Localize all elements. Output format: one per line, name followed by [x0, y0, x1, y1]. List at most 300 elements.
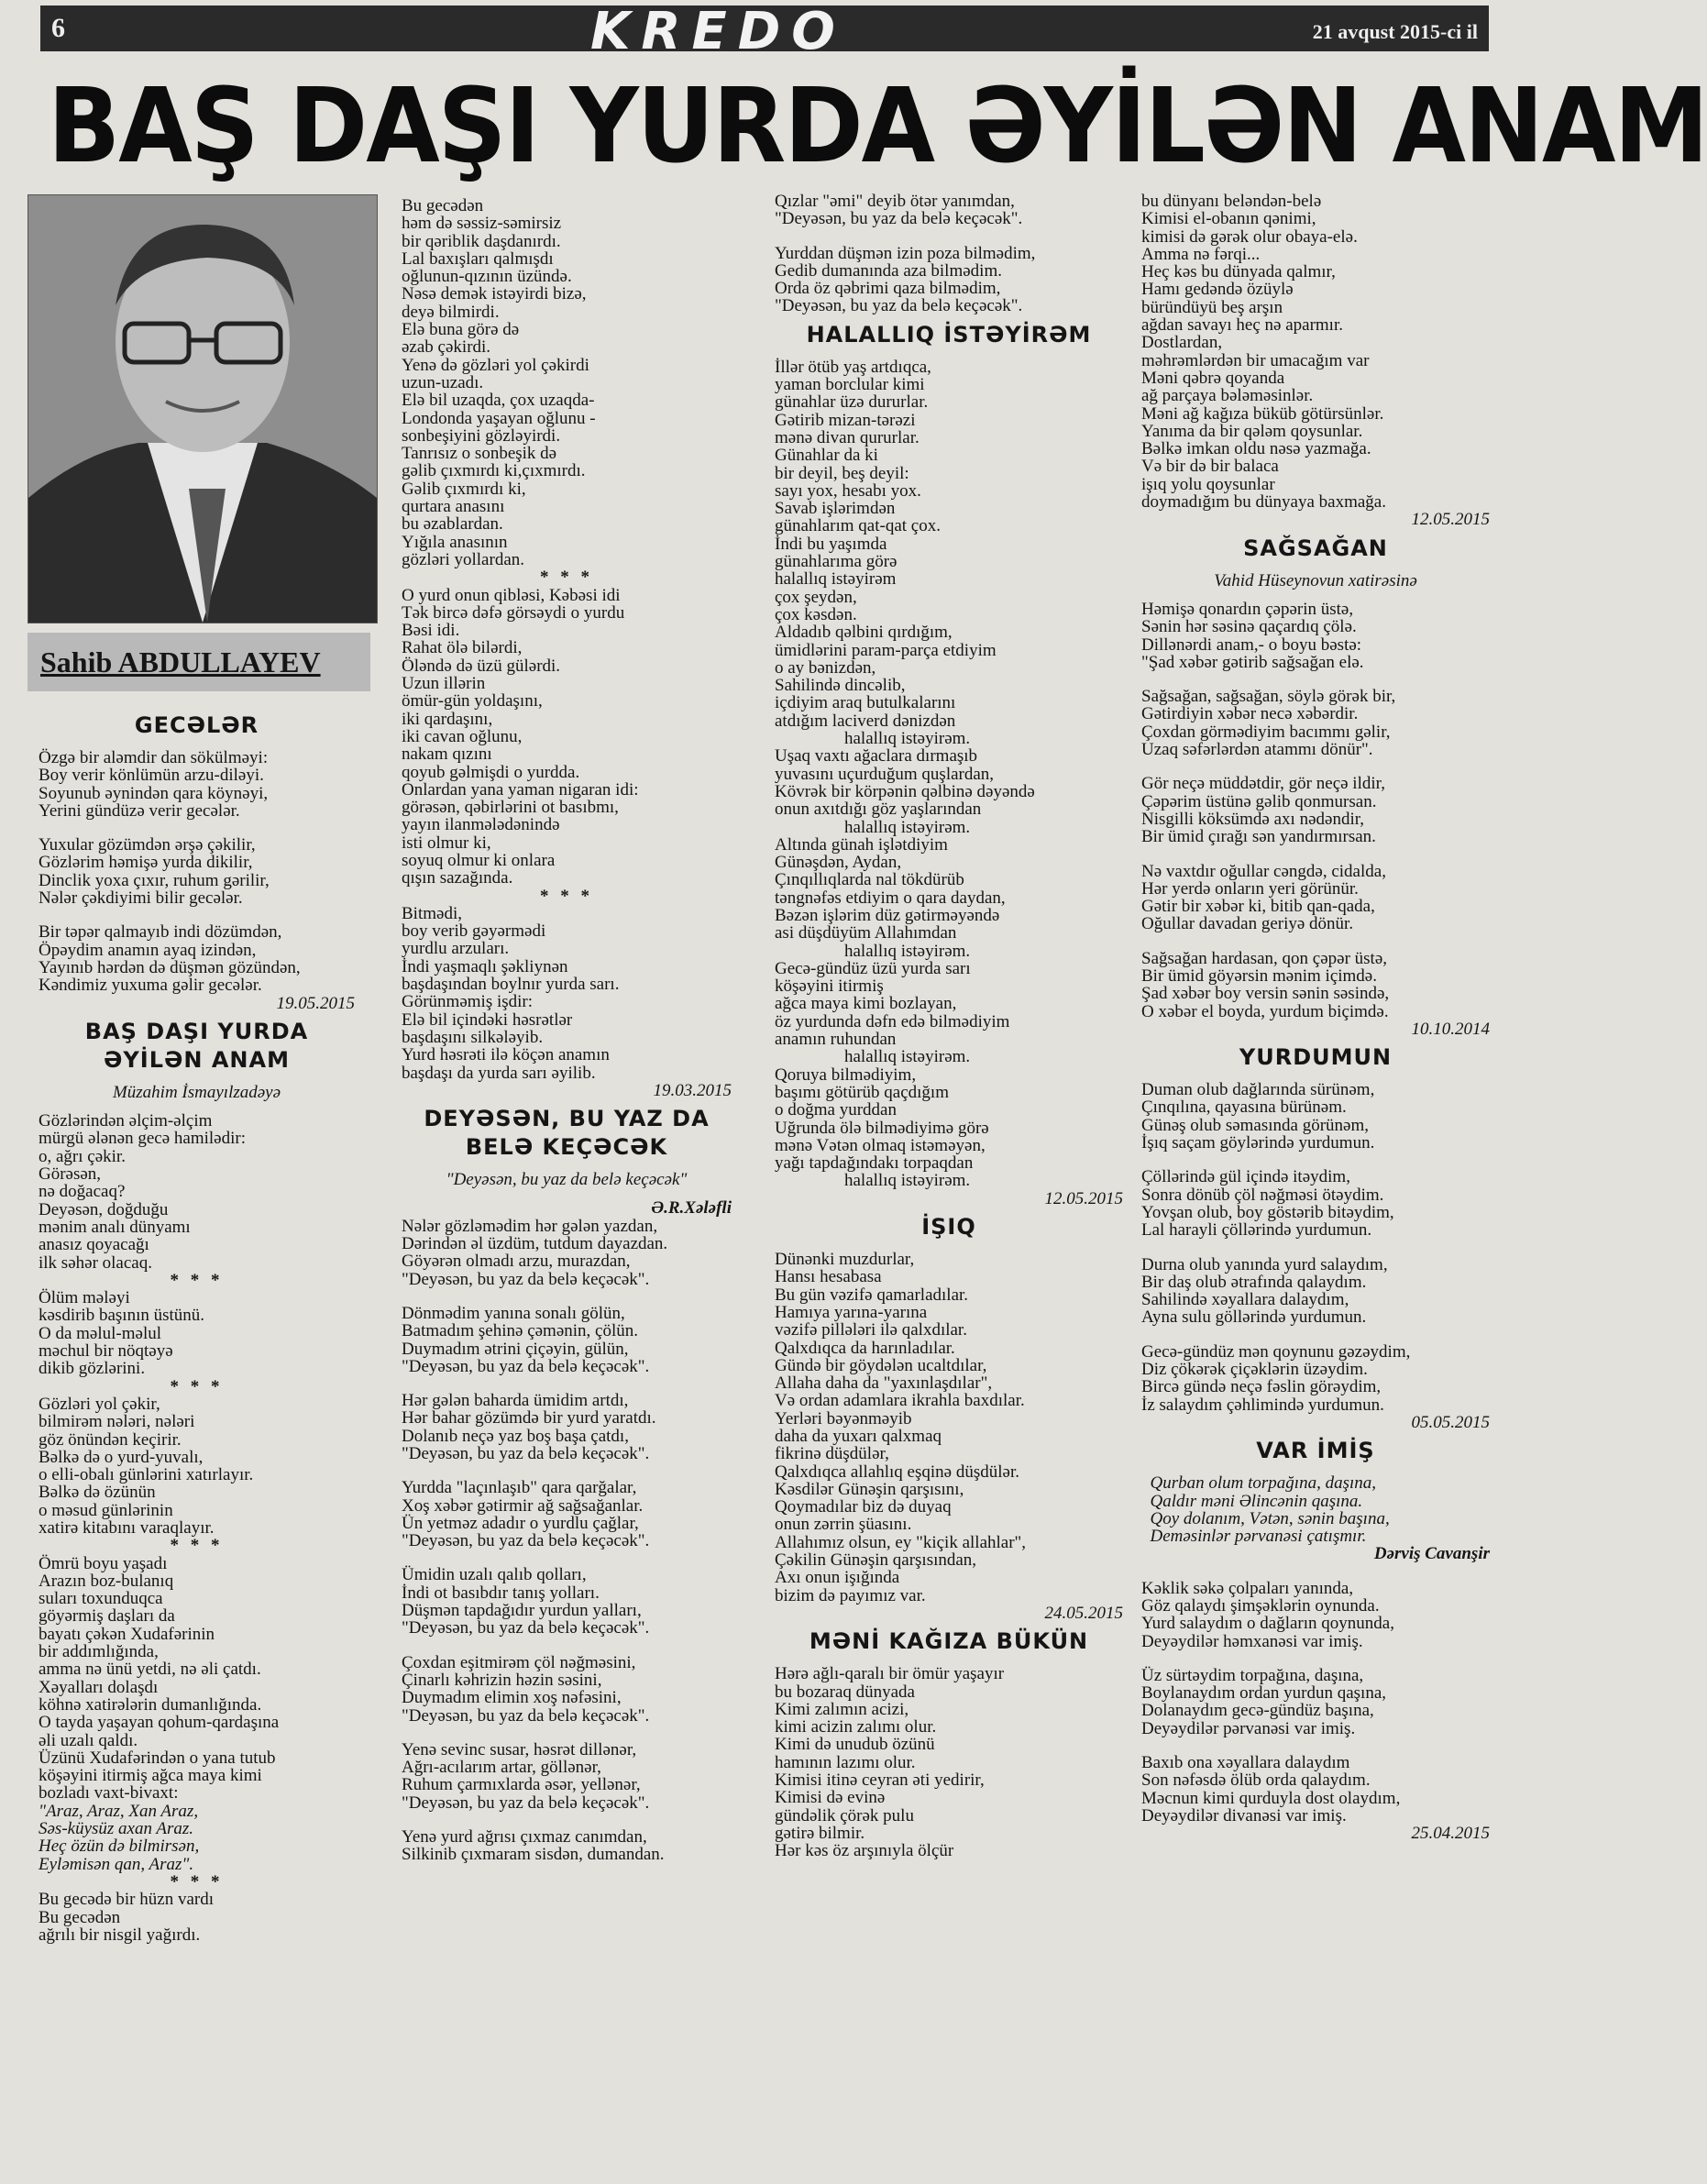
- poem-line: İndi yaşmaqlı şəkliynən: [402, 956, 568, 976]
- poem-line: ağca maya kimi bozlayan,: [775, 994, 957, 1014]
- poem-title: HALALLIQ İSTƏYİRƏM: [806, 321, 1092, 347]
- poem-line: Gündə bir göydələn ucaltdılar,: [775, 1355, 987, 1375]
- poem-line: Tanrısız o sonbeşik də: [402, 444, 557, 464]
- poem-line: günahlarım qat-qat çox.: [775, 516, 941, 536]
- poem-line: bir deyil, beş deyil:: [775, 463, 909, 483]
- poem-line: günahlarıma görə: [775, 552, 898, 572]
- poem-line: Bir ümid göyərsin mənim içimdə.: [1141, 965, 1377, 986]
- column-4: [1141, 193, 1490, 1843]
- poem-line: göyərmiş daşları da: [39, 1606, 175, 1627]
- poem-line: Çəkilin Günəşin qarşısından,: [775, 1550, 977, 1571]
- poem-line: bir qəriblik daşdanırdı.: [402, 231, 561, 251]
- poem-line: Görünməmiş işdir:: [402, 992, 534, 1012]
- poem-line: Çoxdan görmədiyim bacımmı gəlir,: [1141, 722, 1391, 742]
- poem-line: o doğma yurddan: [775, 1100, 897, 1120]
- poem-date: 12.05.2015: [1411, 510, 1490, 530]
- poem-line: Bir ümid çırağı sən yandırmırsan.: [1141, 827, 1376, 847]
- poem-line: əli uzalı qaldı.: [39, 1730, 138, 1750]
- poem-line: Bəsi idi.: [402, 621, 460, 641]
- poem-line: Kəsdilər Günəşin qarşısını,: [775, 1479, 964, 1499]
- poem-line: qışın sazağında.: [402, 868, 513, 888]
- poem-line: Aldadıb qəlbini qırdığım,: [775, 623, 953, 643]
- poem-line: "Deyəsən, bu yaz da belə keçəcək".: [775, 296, 1023, 316]
- poem-line: Elə bil uzaqda, çox uzaqda-: [402, 391, 595, 411]
- poem-line: İndi bu yaşımda: [775, 534, 887, 554]
- poem-line: ağdan savayı heç nə aparmır.: [1141, 315, 1343, 336]
- poem-line: mənə divan qururlar.: [775, 427, 920, 447]
- poem-line: büründüyü beş arşın: [1141, 297, 1283, 317]
- poem-line: Nə vaxtdır oğullar cəngdə, cidalda,: [1141, 861, 1386, 881]
- poem-line: Gözləri yol çəkir,: [39, 1394, 160, 1414]
- poem-line: Gözlərim həmişə yurda dikilir,: [39, 853, 253, 873]
- poem-line: əzab çəkirdi.: [402, 337, 491, 358]
- poem-line: Elə buna görə də: [402, 320, 520, 340]
- poem-line: Bu gecədən: [39, 1907, 121, 1927]
- poem-line: Şad xəbər boy versin sənin səsində,: [1141, 984, 1390, 1004]
- poem-line: halallıq istəyirəm.: [775, 817, 971, 837]
- poem-line: Dolanaydım gecə-gündüz başına,: [1141, 1701, 1374, 1721]
- poem-line: halallıq istəyirəm.: [775, 729, 971, 749]
- poem-line: Yayınıb hərdən də düşmən gözündən,: [39, 957, 301, 977]
- author-caption: [28, 633, 370, 691]
- poem-line: iki cavan oğlunu,: [402, 726, 523, 746]
- page-number: 6: [51, 13, 65, 43]
- poem-line: Heç kəs bu dünyada qalmır,: [1141, 262, 1336, 282]
- stanza-gap: [402, 1288, 732, 1305]
- poem-line: doymadığım bu dünyaya baxmağa.: [1141, 492, 1386, 513]
- poem-line: Çoxdan eşitmirəm çöl nəğməsini,: [402, 1652, 636, 1672]
- poem-dedication: "Deyəsən, bu yaz da belə keçəcək": [446, 1170, 688, 1190]
- poem-line: Duymadım elimin xoş nəfəsini,: [402, 1688, 622, 1708]
- poem-line: iki qardaşını,: [402, 709, 493, 729]
- poem-line: Xoş xəbər gətirmir ağ sağsağanlar.: [402, 1495, 644, 1516]
- poem-line: Öpəydim anamın ayaq izindən,: [39, 940, 257, 960]
- poem-line: Hansı hesabasa: [775, 1267, 882, 1287]
- poem-line: anasız qoyacağı: [39, 1235, 149, 1255]
- page-headline: BAŞ DAŞI YURDA ƏYİLƏN ANAM: [48, 65, 1707, 186]
- poem-line: o ay bənizdən,: [775, 657, 876, 678]
- poem-line: Boy verir könlümün arzu-diləyi.: [39, 766, 264, 786]
- poem-date: 25.04.2015: [1411, 1824, 1490, 1844]
- poem-line: başdaşından boylnır yurda sarı.: [402, 975, 620, 995]
- poem-line: daha da yuxarı qalxmaq: [775, 1427, 942, 1446]
- poem-line: Deyəydilər həmxanəsi var imiş.: [1141, 1631, 1363, 1651]
- poem-line: Silkinib çıxmaram sisdən, dumandan.: [402, 1845, 665, 1865]
- poem-line-italic: Eyləmisən qan, Araz".: [39, 1854, 194, 1874]
- poem-line: Göyərən olmadı arzu, murazdan,: [402, 1252, 631, 1272]
- poem-line-italic: Səs-küysüz axan Araz.: [39, 1819, 194, 1839]
- poem-line: Yığıla anasının: [402, 532, 508, 552]
- poem-line: O da məlul-məlul: [39, 1323, 162, 1343]
- poem-line: Nələr gözləmədim hər gələn yazdan,: [402, 1216, 658, 1236]
- poem-line: Və bir də bir balaca: [1141, 457, 1279, 477]
- poem-line: xatirə kitabını varaqlayır.: [39, 1517, 215, 1538]
- poem-line: bayatı çəkən Xudafərinin: [39, 1624, 215, 1644]
- poem-line: Özgə bir aləmdir dan sökülməyi:: [39, 748, 269, 767]
- poem-line: Rahat ölə bilərdi,: [402, 638, 523, 658]
- poem-line: Günəş olub səmasında görünəm,: [1141, 1115, 1370, 1135]
- poem-line: Xəyalları dolaşdı: [39, 1677, 159, 1697]
- poem-line: Və ordan adamlara ikrahla baxdılar.: [775, 1391, 1025, 1411]
- poem-line: Dünənki muzdurlar,: [775, 1250, 915, 1270]
- poem-line: asi düşdüyüm Allahımdan: [775, 923, 957, 943]
- stanza-gap: [402, 1812, 732, 1828]
- poem-line: yaman borclular kimi: [775, 375, 925, 395]
- stanza-separator: * * *: [540, 568, 593, 588]
- poem-title: DEYƏSƏN, BU YAZ DA BELƏ KEÇƏCƏK: [424, 1106, 710, 1161]
- poem-title: SAĞSAĞAN: [1243, 535, 1388, 561]
- poem-line: Uzun illərin: [402, 674, 486, 694]
- poem-line: Yanıma da bir qələm qoysunlar.: [1141, 421, 1363, 441]
- poem-line: Nəsə demək istəyirdi bizə,: [402, 284, 587, 304]
- poem-line: Bu gecədən: [402, 196, 484, 215]
- poem-title: VAR İMİŞ: [1256, 1438, 1375, 1464]
- poem-date: 10.10.2014: [1411, 1019, 1490, 1039]
- poem-line: Ümidin uzalı qalıb qolları,: [402, 1565, 587, 1585]
- poem-line: Çınqıllıqlarda nal tökdürüb: [775, 870, 964, 890]
- poem-line: "Deyəsən, bu yaz da belə keçəcək".: [402, 1618, 650, 1638]
- poem-line: atdığım laciverd dənizdən: [775, 711, 956, 731]
- stanza-gap: [1141, 1737, 1490, 1754]
- poem-line: Kimisi el-obanın qənimi,: [1141, 209, 1316, 229]
- poem-line: Yurd salaydım o dağların qoynunda,: [1141, 1614, 1394, 1634]
- poem-line: Bircə gündə neçə fəslin görəydim,: [1141, 1377, 1382, 1397]
- poem-line: "Deyəsən, bu yaz da belə keçəcək".: [402, 1444, 650, 1463]
- poem-line: uzun-uzadı.: [402, 372, 484, 392]
- poem-line: həm də səssiz-səmirsiz: [402, 214, 562, 234]
- column-3: [775, 193, 1123, 1860]
- poem-line: o məsud günlərinin: [39, 1500, 173, 1520]
- poem-line: Görəsən,: [39, 1164, 102, 1185]
- poem-line: çox şeydən,: [775, 587, 857, 607]
- poem-line: Hər kəs öz arşınıyla ölçür: [775, 1841, 954, 1861]
- poem-line: Yuxular gözümdən ərşə çəkilir,: [39, 835, 256, 855]
- poem-line: halallıq istəyirəm.: [775, 941, 971, 961]
- poem-line: Yurdda "laçınlaşıb" qara qarğalar,: [402, 1478, 637, 1498]
- poem-line: Qoymadılar biz də duyaq: [775, 1497, 952, 1517]
- poem-line: Bu gecədə bir hüzn vardı: [39, 1890, 214, 1910]
- poem-line: Lal baxışları qalmışdı: [402, 248, 554, 269]
- poem-line: Ün yetməz adadır o yurdlu çağlar,: [402, 1513, 639, 1533]
- poem-line: fikrinə düşdülər,: [775, 1444, 889, 1464]
- poem-line-italic: Qoy dolanım, Vətən, sənin başına,: [1141, 1508, 1390, 1528]
- newspaper-logo: KREDO: [590, 2, 846, 61]
- poem-line: Məni qəbrə qoyanda: [1141, 368, 1285, 388]
- poem-line: mənə Vətən olmaq istəməyən,: [775, 1135, 986, 1155]
- poem-line: Yerləri bəyənməyib: [775, 1408, 912, 1428]
- stanza-gap: [1141, 1152, 1490, 1168]
- poem-line: "Deyəsən, bu yaz da belə keçəcək".: [402, 1792, 650, 1813]
- poem-line: kimi acizin zalımı olur.: [775, 1717, 937, 1737]
- poem-line: Gör neçə müddətdir, gör neçə ildir,: [1141, 774, 1385, 794]
- poem-line: göz önündən keçirir.: [39, 1429, 182, 1450]
- poem-line: Axı onun işığında: [775, 1568, 900, 1588]
- poem-line: Bir daş olub ətrafında qalaydım.: [1141, 1272, 1367, 1292]
- poem-line: dikib gözlərini.: [39, 1359, 146, 1379]
- stanza-gap: [1141, 933, 1490, 950]
- poem-line: isti olmur ki,: [402, 833, 491, 853]
- stanza-separator: * * *: [540, 886, 593, 906]
- stanza-gap: [402, 1638, 732, 1654]
- poem-line: suları toxunduqca: [39, 1589, 163, 1609]
- poem-line: Düşmən tapdağıdır yurdun yalları,: [402, 1601, 642, 1621]
- poem-line: Duymadım ətrini çiçəyin, gülün,: [402, 1339, 629, 1359]
- poem-line: ağ parçaya bələməsinlər.: [1141, 386, 1314, 406]
- poem-line: "Deyəsən, bu yaz da belə keçəcək".: [775, 209, 1023, 229]
- stanza-gap: [1141, 1240, 1490, 1256]
- poem-dedication: Müzahim İsmayılzadəyə: [112, 1082, 281, 1102]
- poem-line: Yerini gündüzə verir gecələr.: [39, 800, 240, 821]
- poem-line: Deyəydilər divanəsi var imiş.: [1141, 1805, 1347, 1826]
- poem-line: ilk səhər olacaq.: [39, 1252, 152, 1273]
- poem-line: Bu gün vəzifə qamarladılar.: [775, 1285, 969, 1305]
- poem-line: bir addımlığında,: [39, 1642, 159, 1662]
- poem-line: Hamıya yarına-yarına: [775, 1302, 928, 1322]
- poem-line: İz salaydım çəhlimində yurdumun.: [1141, 1395, 1384, 1415]
- poem-line: Gəlib çıxmırdı ki,: [402, 479, 526, 499]
- poem-line: gətirə bilmir.: [775, 1823, 865, 1843]
- poem-line: Gətirib mizan-tərəzi: [775, 410, 916, 430]
- poem-line: Qoruya bilmədiyim,: [775, 1064, 917, 1085]
- poem-line: Hər bahar gözümdə bir yurd yaratdı.: [402, 1408, 656, 1428]
- poem-line: başdaşı da yurda sarı əyilib.: [402, 1063, 596, 1083]
- stanza-gap: [39, 907, 355, 923]
- poem-line: halallıq istəyirəm: [775, 569, 897, 590]
- poem-line: Bəlkə imkan oldu nəsə yazmağa.: [1141, 439, 1371, 459]
- poem-line: məchul bir nöqtəyə: [39, 1341, 173, 1362]
- poem-line: başdaşını silkələyib.: [402, 1027, 544, 1047]
- stanza-gap: [1141, 671, 1490, 688]
- poem-line: köşəyini itirmiş ağca maya kimi: [39, 1766, 262, 1786]
- poem-line: Uşaq vaxtı ağaclara dırmaşıb: [775, 746, 978, 767]
- poem-line-italic: "Araz, Araz, Xan Araz,: [39, 1801, 199, 1821]
- poem-line-italic: Heç özün də bilmirsən,: [39, 1837, 200, 1857]
- column-1: [39, 706, 355, 1944]
- stanza-gap: [1141, 1327, 1490, 1343]
- poem-line: Gətir bir xəbər ki, bitib qan-qada,: [1141, 897, 1375, 917]
- poem-line: Yenə yurd ağrısı çıxmaz canımdan,: [402, 1827, 647, 1848]
- poem-line: soyuq olmur ki onlara: [402, 850, 556, 870]
- poem-line: Bitmədi,: [402, 903, 462, 923]
- poem-line: Ağrı-acılarım artar, göllənər,: [402, 1758, 601, 1778]
- poem-line: Boylanaydım ordan yurdun qaşına,: [1141, 1683, 1387, 1704]
- poem-line: "Deyəsən, bu yaz da belə keçəcək".: [402, 1356, 650, 1376]
- poem-line: Duman olub dağlarında sürünəm,: [1141, 1080, 1375, 1100]
- poem-line: öz yurdunda dəfn edə bilmədiyim: [775, 1011, 1010, 1031]
- poem-date: 12.05.2015: [1044, 1188, 1123, 1208]
- poem-line: o, ağrı çəkir.: [39, 1146, 126, 1166]
- poem-line: Qalxdıqca allahlıq eşqinə düşdülər.: [775, 1462, 1019, 1482]
- poem-line: oğlunun-qızının üzündə.: [402, 267, 572, 287]
- poem-line: anamın ruhundan: [775, 1030, 897, 1050]
- epigraph-author: Dərviş Cavanşir: [1373, 1544, 1490, 1564]
- poem-line: Orda öz qəbrimi qaza bilmədim,: [775, 279, 1001, 299]
- poem-line-italic: Qaldır məni Əlincənin qaşına.: [1141, 1491, 1363, 1511]
- poem-line-italic: Qurban olum torpağına, daşına,: [1141, 1473, 1376, 1494]
- poem-line: Kimi zalımın acizi,: [775, 1699, 909, 1719]
- stanza-separator: * * *: [170, 1536, 224, 1556]
- poem-line: bizim də payımız var.: [775, 1585, 926, 1605]
- poem-line: Üz sürtəydim torpağına, daşına,: [1141, 1665, 1364, 1685]
- poem-line: Savab işlərimdən: [775, 499, 896, 519]
- poem-line: Durna olub yanında yurd salaydım,: [1141, 1254, 1388, 1274]
- poem-line: Dolanıb neçə yaz boş başa çatdı,: [402, 1426, 629, 1446]
- poem-line: ağrılı bir nisgil yağırdı.: [39, 1925, 201, 1945]
- poem-line: Allahımız olsun, ey "kiçik allahlar",: [775, 1532, 1027, 1552]
- poem-line: "Deyəsən, bu yaz da belə keçəcək".: [402, 1531, 650, 1551]
- poem-line: Sahilində dincəlib,: [775, 676, 906, 696]
- poem-line: işıq yolu qoysunlar: [1141, 474, 1275, 494]
- author-photo: [28, 194, 378, 623]
- poem-line: ümidlərini param-parça etdiyim: [775, 640, 997, 660]
- poem-line: Ayna sulu göllərində yurdumun.: [1141, 1307, 1367, 1328]
- poem-line: O tayda yaşayan qohum-qardaşına: [39, 1713, 280, 1733]
- poem-line: Yenə sevinc susar, həsrət dillənər,: [402, 1739, 637, 1759]
- poem-line: kəsdirib başının üstünü.: [39, 1306, 205, 1326]
- poem-line: Günahlar da ki: [775, 446, 878, 466]
- portrait-image: [28, 195, 377, 623]
- poem-line: Nisgilli köksümdə axı nədəndir,: [1141, 809, 1365, 829]
- stanza-separator: * * *: [170, 1270, 224, 1290]
- poem-line: kimisi də gərək olur obaya-elə.: [1141, 226, 1358, 247]
- poem-line: İşıq saçam göylərində yurdumun.: [1141, 1133, 1375, 1153]
- poem-line: o elli-obalı günlərini xatırlayır.: [39, 1465, 254, 1485]
- poem-line: sonbeşiyini gözləyirdi.: [402, 425, 561, 446]
- masthead: [40, 2, 1489, 61]
- issue-date: 21 avqust 2015-ci il: [1312, 20, 1478, 43]
- poem-line: onun axıtdığı göz yaşlarından: [775, 800, 982, 820]
- poem-line: Son nəfəsdə ölüb orda qalaydım.: [1141, 1770, 1371, 1791]
- poem-line: bu əzablardan.: [402, 514, 503, 535]
- stanza-gap: [1141, 1650, 1490, 1667]
- poem-line: gözləri yollardan.: [402, 549, 525, 569]
- poem-line: Çöllərində gül içində itəydim,: [1141, 1167, 1350, 1187]
- poem-line: Hamı gedəndə özüylə: [1141, 280, 1294, 300]
- poem-line: Baxıb ona xəyallara dalaydım: [1141, 1753, 1350, 1773]
- poem-line: Allaha daha da "yaxınlaşdılar",: [775, 1373, 993, 1394]
- poem-line: Oğullar davadan geriyə dönür.: [1141, 914, 1354, 934]
- stanza-gap: [402, 1462, 732, 1479]
- stanza-separator: * * *: [170, 1871, 224, 1892]
- poem-line: Sənin hər səsinə qaçardıq çölə.: [1141, 617, 1357, 637]
- poem-line: Hər gələn baharda ümidim artdı,: [402, 1391, 629, 1411]
- stanza-gap: [1141, 846, 1490, 863]
- poem-line: ömür-gün yoldaşını,: [402, 691, 543, 711]
- poem-title: İŞIQ: [921, 1214, 976, 1241]
- poem-line: Bəlkə də o yurd-yuvalı,: [39, 1447, 204, 1467]
- poem-line: qurtara anasını: [402, 497, 505, 517]
- poem-line: "Deyəsən, bu yaz da belə keçəcək".: [402, 1269, 650, 1289]
- poem-title: YURDUMUN: [1239, 1044, 1393, 1071]
- poem-line: yağı tapdağındakı torpaqdan: [775, 1153, 974, 1174]
- poem-line: Göz qalaydı şimşəklərin oynunda.: [1141, 1596, 1380, 1616]
- poem-date: 19.05.2015: [276, 993, 355, 1013]
- poem-line: Dostlardan,: [1141, 333, 1223, 353]
- poem-line: Kəklik səkə çolpaları yanında,: [1141, 1578, 1354, 1598]
- poem-line: Nələr çəkdiyimi bilir gecələr.: [39, 888, 243, 909]
- poem-line: mürgü ələnən gecə hamilədir:: [39, 1129, 246, 1149]
- poem-line: halallıq istəyirəm.: [775, 1171, 971, 1191]
- poem-line: Sahilində xəyallara dalaydım,: [1141, 1290, 1349, 1310]
- poem-line: köşəyini itirmiş: [775, 976, 884, 997]
- poem-line: İndi ot basıbdır tanış yolları.: [402, 1583, 600, 1603]
- poem-line: Onlardan yana yaman nigaran idi:: [402, 779, 639, 800]
- poem-line: Sağsağan hardasan, qon çəpər üstə,: [1141, 948, 1388, 968]
- poem-dedication: Vahid Hüseynovun xatirəsinə: [1214, 570, 1417, 590]
- poem-line: Uğrunda ölə bilmədiyimə görə: [775, 1118, 989, 1138]
- poem-line: Çəpərim üstünə gəlib qonmursan.: [1141, 791, 1377, 811]
- stanza-gap: [1141, 758, 1490, 775]
- poem-line: halallıq istəyirəm.: [775, 1047, 971, 1067]
- poem-line: Soyunub əynindən qara köynəyi,: [39, 783, 269, 803]
- epigraph-author: Ə.R.Xələfli: [651, 1198, 732, 1219]
- poem-line: Altında günah işlətdiyim: [775, 834, 948, 855]
- stanza-gap: [402, 1550, 732, 1566]
- stanza-gap: [775, 228, 1123, 245]
- stanza-separator: * * *: [170, 1376, 224, 1396]
- poem-line: yurdlu arzuları.: [402, 939, 510, 959]
- poem-line: İllər ötüb yaş artdıqca,: [775, 357, 931, 377]
- poem-line: Dərindən əl üzdüm, tutdum dayazdan.: [402, 1234, 668, 1254]
- poem-line: deyə bilmirdi.: [402, 302, 500, 322]
- poem-line: amma nə ünü yetdi, nə əli çatdı.: [39, 1660, 261, 1680]
- poem-line: qoyub gəlmişdi o yurdda.: [402, 762, 580, 782]
- poem-line: sayı yox, hesabı yox.: [775, 480, 921, 501]
- poem-line: Ölüm mələyi: [39, 1288, 130, 1308]
- poem-line: Qızlar "əmi" deyib ötər yanımdan,: [775, 192, 1015, 211]
- poem-line: Yurddan düşmən izin poza bilmədim,: [775, 243, 1036, 263]
- poem-line: Öləndə də üzü gülərdi.: [402, 656, 561, 676]
- poem-line: bilmirəm nələri, nələri: [39, 1412, 195, 1432]
- poem-line: Hərə ağlı-qaralı bir ömür yaşayır: [775, 1664, 1005, 1684]
- poem-line: Bəzən işlərim düz gətirməyəndə: [775, 905, 1000, 925]
- poem-line: mənim analı dünyamı: [39, 1217, 191, 1237]
- poem-line: məhrəmlərdən bir umacağım var: [1141, 350, 1370, 370]
- poem-line: Gözlərindən əlçim-əlçim: [39, 1111, 213, 1131]
- poem-line: Dillənərdi anam,- o boyu bəstə:: [1141, 634, 1362, 655]
- poem-line: Kövrək bir körpənin qəlbinə dəyəndə: [775, 781, 1035, 801]
- poem-line: Londonda yaşayan oğlunu -: [402, 408, 596, 428]
- poem-line: bu bozaraq dünyada: [775, 1682, 915, 1702]
- poem-line: nə doğacaq?: [39, 1182, 126, 1202]
- poem-line: günahlar üzə dururlar.: [775, 392, 929, 413]
- poem-line: hamının lazımı olur.: [775, 1752, 916, 1772]
- poem-line: Qalxdıqca da harınladılar.: [775, 1338, 955, 1358]
- poem-line: Deyəydilər pərvanəsi var imiş.: [1141, 1718, 1356, 1738]
- poem-line: yuvasını uçurduğum quşlardan,: [775, 764, 995, 784]
- poem-line: Üzünü Xudafərindən o yana tutub: [39, 1748, 276, 1768]
- poem-line: Diz çökərək çiçəklərin üzəydim.: [1141, 1360, 1368, 1380]
- poem-line: bozladı vaxt-bivaxt:: [39, 1783, 179, 1803]
- poem-line: Gətirdiyin xəbər necə xəbərdir.: [1141, 704, 1359, 724]
- poem-line: nakam qızını: [402, 745, 492, 765]
- poem-date: 19.03.2015: [653, 1080, 732, 1100]
- poem-line: bu dünyanı beləndən-belə: [1141, 192, 1322, 211]
- poem-date: 24.05.2015: [1044, 1603, 1123, 1623]
- poem-line: Çinarlı kəhrizin həzin səsini,: [402, 1670, 602, 1690]
- poem-line: Batmadım şehinə çəmənin, çölün.: [402, 1321, 639, 1341]
- poem-line: Yenə də gözləri yol çəkirdi: [402, 355, 589, 375]
- poem-line: Məcnun kimi qurduyla dost olaydım,: [1141, 1788, 1401, 1808]
- stanza-gap: [402, 1375, 732, 1392]
- poem-line: O xəbər el boyda, yurdum biçimdə.: [1141, 1001, 1389, 1021]
- poem-line: köhnə xatirələrin dumanlığında.: [39, 1694, 262, 1715]
- poem-line: boy verib gəyərmədi: [402, 921, 546, 942]
- stanza-gap: [39, 820, 355, 836]
- poem-line: vəzifə pillələri ilə qalxdılar.: [775, 1320, 967, 1340]
- poem-line: Çınqılına, qayasına bürünəm.: [1141, 1098, 1347, 1118]
- poem-title: GECƏLƏR: [134, 712, 259, 738]
